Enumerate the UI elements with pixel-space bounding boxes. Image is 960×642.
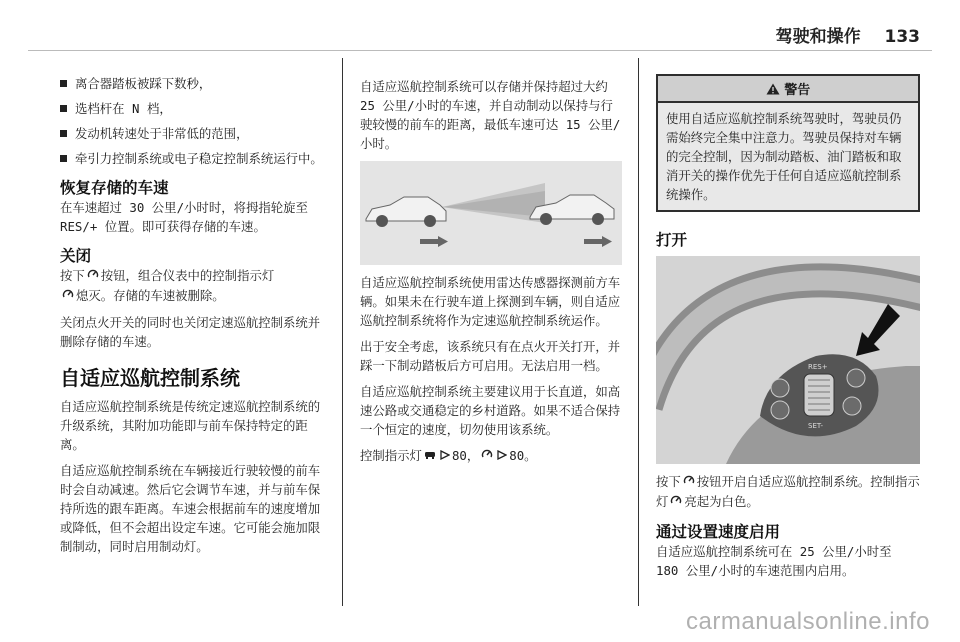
radar-illustration <box>360 161 622 265</box>
section-heading-resume: 恢复存储的车速 <box>60 179 169 197</box>
set-label: SET- <box>808 422 824 430</box>
on-text-part: 按下 <box>656 474 681 489</box>
vehicle-ahead-icon <box>424 447 436 466</box>
cruise-control-icon <box>670 493 682 512</box>
on-text-part: 亮起为白色。 <box>684 494 759 509</box>
warning-text: 使用自适应巡航控制系统驾驶时，驾驶员仍需始终完全集中注意力。驾驶员保持对车辆的完全控制，因为制动踏板、油门踏板和取消开关的操作优先于任何自适应巡航控制系统操作。 <box>666 111 902 202</box>
cruise-control-icon <box>481 447 493 466</box>
list-item: 离合器踏板被踩下数秒， <box>60 74 328 93</box>
column-divider-1 <box>342 58 343 606</box>
warning-title: 警告 <box>784 83 811 98</box>
set-text: 自适应巡航控制系统可在 25 公里/小时至 180 公里/小时的车速范围内启用。 <box>656 544 892 578</box>
res-label: RES+ <box>808 363 828 371</box>
list-item: 牵引力控制系统或电子稳定控制系统运行中。 <box>60 149 328 168</box>
off-text-part: 熄灭。存储的车速被删除。 <box>76 288 225 303</box>
reference-page: 80， <box>451 448 480 463</box>
header-rule <box>28 50 932 51</box>
indicator-text <box>360 446 622 466</box>
warning-triangle-icon <box>766 83 780 98</box>
warning-body <box>658 103 918 210</box>
radar-text: 自适应巡航控制系统使用雷达传感器探测前方车辆。如果未在行驶车道上探测到车辆，则自适应巡航控制系统将作为定速巡航控制系统运作。 <box>360 275 621 328</box>
column-divider-2 <box>638 58 639 606</box>
on-text-part: 按钮开启自适应巡航控制系统。控制指示灯 <box>656 474 920 509</box>
acc-speed-text: 自适应巡航控制系统可以存储并保持超过大约 25 公里/小时的车速，并自动制动以保持与行驶较慢的前车的距离，最低车速可达 15 公里/小时。 <box>360 79 621 151</box>
section-heading-on: 打开 <box>656 231 688 249</box>
resume-text: 在车速超过 30 公里/小时时，将拇指轮旋至 RES/+ 位置。即可获得存储的车速。 <box>60 200 308 234</box>
watermark: carmanualsonline.info <box>686 608 930 635</box>
page-header <box>776 22 920 47</box>
list-item: 选档杆在 N 档， <box>60 99 328 118</box>
section-heading-off: 关闭 <box>60 247 92 265</box>
list-item: 发动机转速处于非常低的范围， <box>60 124 328 143</box>
off-text-part: 按钮，组合仪表中的控制指示灯 <box>100 268 275 283</box>
page-reference-icon <box>497 447 507 466</box>
on-text <box>656 472 920 512</box>
usage-text: 自适应巡航控制系统主要建议用于长直道，如高速公路或交通稳定的乡村道路。如果不适合保持一个恒定的速度，切勿使用该系统。 <box>360 384 621 437</box>
section-heading-acc: 自适应巡航控制系统 <box>60 366 240 390</box>
safety-text: 出于安全考虑，该系统只有在点火开关打开，并踩一下制动踏板后方可启用。无法启用一档。 <box>360 339 621 373</box>
indicator-label: 控制指示灯 <box>360 448 422 463</box>
column-middle <box>360 77 622 473</box>
page-number: 133 <box>884 27 920 47</box>
warning-box <box>656 74 920 212</box>
condition-list <box>60 74 328 168</box>
cruise-control-icon <box>683 473 695 492</box>
off-text-2: 关闭点火开关的同时也关闭定速巡航控制系统并删除存储的车速。 <box>60 315 321 349</box>
steering-wheel-illustration <box>656 256 920 464</box>
acc-intro: 自适应巡航控制系统是传统定速巡航控制系统的升级系统，其附加功能即与前车保持特定的距离。 <box>60 399 321 452</box>
section-heading-set: 通过设置速度启用 <box>656 523 781 541</box>
cruise-control-icon <box>62 287 74 306</box>
acc-description: 自适应巡航控制系统在车辆接近行驶较慢的前车时会自动减速。然后它会调节车速，并与前车保持所选的跟车距离。车速会根据前车的速度增加或降低，但不会超出设定车速。它可能会施加限制制动，同时启用制动灯。 <box>60 463 321 554</box>
column-right <box>656 74 920 587</box>
column-left <box>60 74 328 563</box>
cruise-control-icon <box>87 267 99 286</box>
page-reference-icon <box>440 447 450 466</box>
header-title: 驾驶和操作 <box>775 27 861 47</box>
reference-page: 80。 <box>509 448 537 463</box>
off-text <box>60 266 328 306</box>
off-text-part: 按下 <box>60 268 85 283</box>
warning-header <box>658 76 918 103</box>
